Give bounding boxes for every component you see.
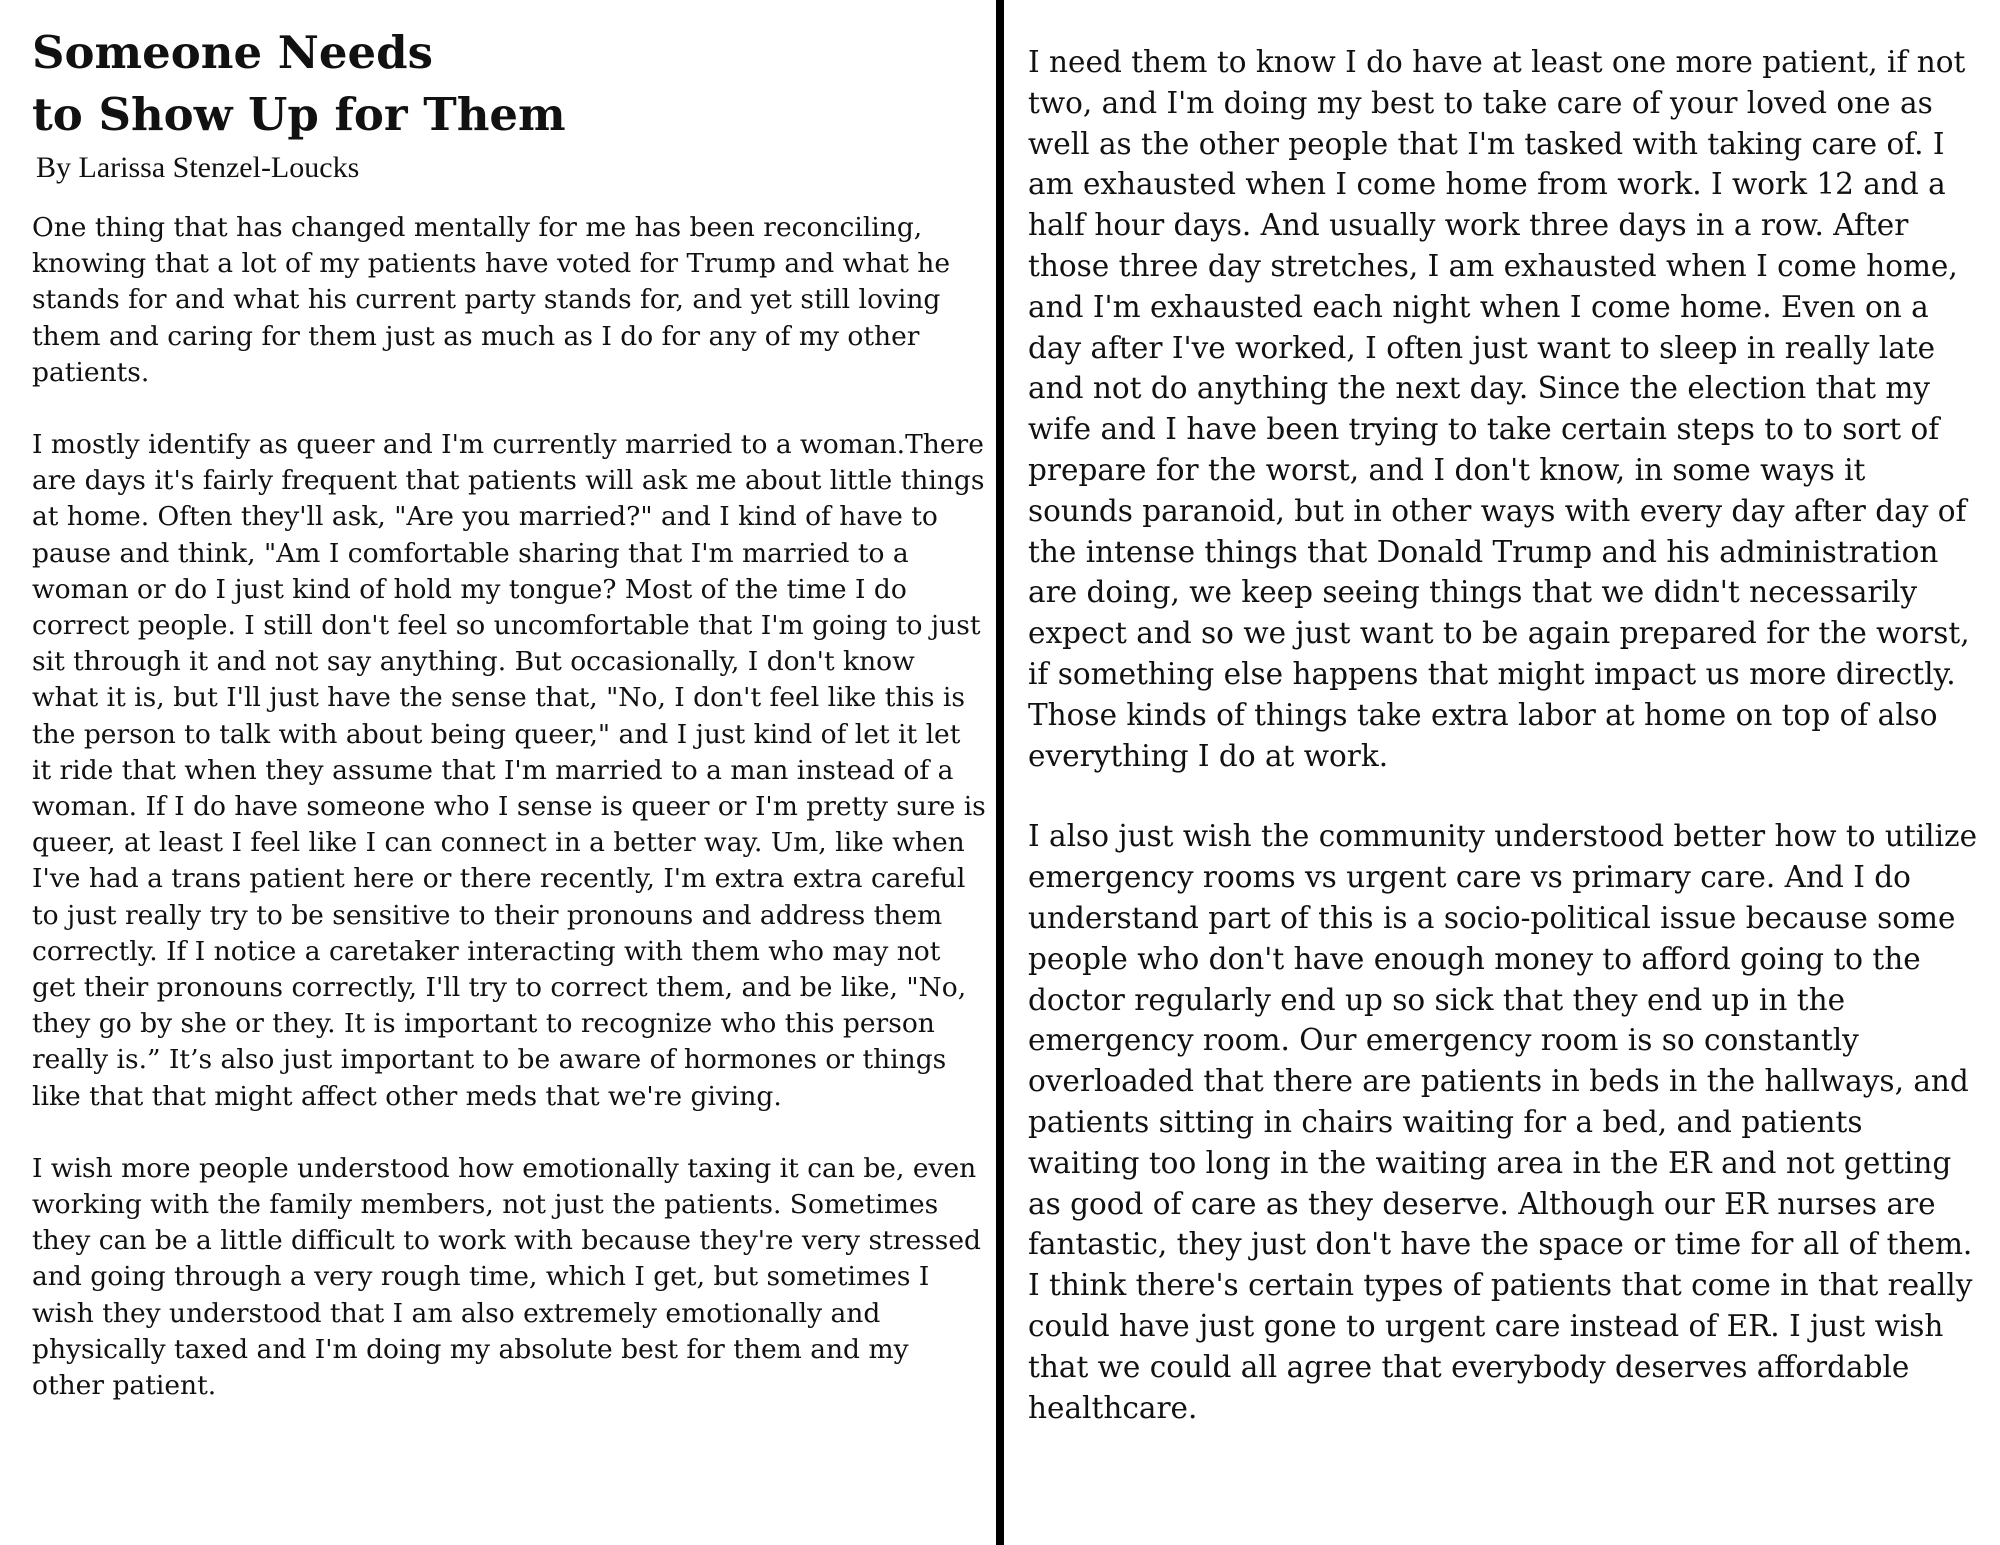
column-divider xyxy=(996,0,1004,1545)
left-paragraph-1: One thing that has changed mentally for me has been reconciling, knowing that a lot of my patients have voted for Trump and what he stands for and what his current party stands for, and yet still loving them and caring for them just as much as I do for any of my other patients. xyxy=(32,212,951,388)
left-column xyxy=(32,22,987,1404)
article-title xyxy=(32,22,987,146)
title-line-1: Someone Needs xyxy=(32,26,433,79)
right-paragraph-2: I also just wish the community understood better how to utilize emergency rooms vs urgent care vs primary care. And I do understand part of this is a socio-political issue because some people who don't have enough money to afford going to the doctor regularly end up so sick that they end up in the emergency room. Our emergency room is so constantly overloaded that there are patients in beds in the hallways, and patients sitting in chairs waiting for a bed, and patients waiting too long in the waiting area in the ER and not getting as good of care as they deserve. Although our ER nurses are fantastic, they just don't have the space or time for all of them. I think there's certain types of patients that come in that really could have just gone to urgent care instead of ER. I just wish that we could all agree that everybody deserves affordable healthcare. xyxy=(1028,819,1978,1425)
left-paragraph-2: I mostly identify as queer and I'm currently married to a woman.There are days it's fairly frequent that patients will ask me about little things at home. Often they'll ask, "Are you married?" and I kind of have to pause and think, "Am I comfortable sharing that I'm married to a woman or do I just kind of hold my tongue? Most of the time I do correct people. I still don't feel so uncomfortable that I'm going to just sit through it and not say anything. But occasionally, I don't know what it is, but I'll just have the sense that, "No, I don't feel like this is the person to talk with about being queer," and I just kind of let it let it ride that when they assume that I'm married to a man instead of a woman. If I do have someone who I sense is queer or I'm pretty sure is queer, at least I feel like I can connect in a better way. Um, like when I've had a trans patient here or there recently, I'm extra extra careful to just really try to be sensitive to their pronouns and address them correctly. If I notice a caretaker interacting with them who may not get their pronouns correctly, I'll try to correct them, and be like, "No, they go by she or they. It is important to recognize who this person really is.” It’s also just important to be aware of hormones or things like that that might affect other meds that we're giving. xyxy=(32,429,986,1112)
title-line-2: to Show Up for Them xyxy=(32,88,566,141)
byline: By Larissa Stenzel-Loucks xyxy=(36,151,360,184)
right-column xyxy=(1028,42,1978,1428)
left-paragraph-3: I wish more people understood how emotionally taxing it can be, even working with the family members, not just the patients. Sometimes they can be a little difficult to work with because they're very stressed and going through a very rough time, which I get, but sometimes I wish they understood that I am also extremely emotionally and physically taxed and I'm doing my absolute best for them and my other patient. xyxy=(32,1152,982,1402)
right-paragraph-1: I need them to know I do have at least one more patient, if not two, and I'm doing my best to take care of your loved one as well as the other people that I'm tasked with taking care of. I am exhausted when I come home from work. I work 12 and a half hour days. And usually work three days in a row. After those three day stretches, I am exhausted when I come home, and I'm exhausted each night when I come home. Even on a day after I've worked, I often just want to sleep in really late and not do anything the next day. Since the election that my wife and I have been trying to take certain steps to to sort of prepare for the worst, and I don't know, in some ways it sounds paranoid, but in other ways with every day after day of the intense things that Donald Trump and his administration are doing, we keep seeing things that we didn't necessarily expect and so we just want to be again prepared for the worst, if something else happens that might impact us more directly. Those kinds of things take extra labor at home on top of also everything I do at work. xyxy=(1028,45,1970,773)
